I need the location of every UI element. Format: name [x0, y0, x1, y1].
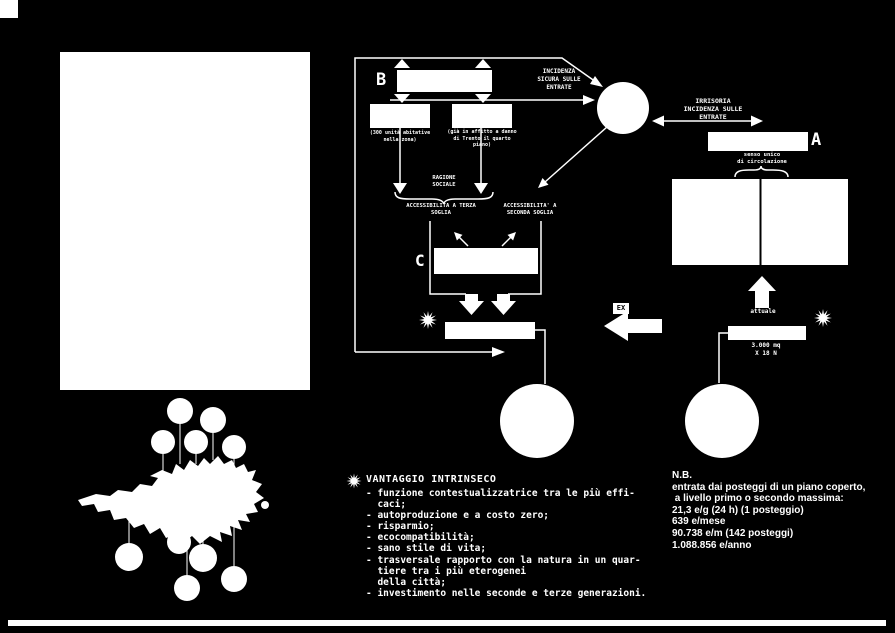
rent-box-caption: (già in affitto a danno di Trento il quarto piano): [447, 129, 517, 148]
section-label-b: B: [376, 70, 387, 90]
arrowhead-down-right-box: [474, 183, 488, 194]
vantaggio-item: tiere tra i più eterogenei: [366, 565, 527, 577]
incidenza-sicura-label: INCIDENZA SICURA SULLE ENTRATE: [537, 68, 581, 91]
irrisoria-label: IRRISORIA INCIDENZA SULLE ENTRATE: [683, 97, 743, 121]
vantaggio-list: [366, 488, 646, 599]
vantaggio-item: - funzione contestualizzatrice tra le più effi-: [366, 488, 635, 499]
vantaggio-item: - investimento nelle seconde e terze generazioni.: [366, 587, 647, 599]
b-box-up-triangle-right: [475, 59, 491, 68]
vantaggio-item: - autoproduzione e a costo zero;: [366, 510, 550, 522]
vantaggio-item: della città;: [366, 576, 447, 588]
over-brace: [735, 166, 788, 177]
vantaggio-item: - trasversale rapporto con la natura in un quar-: [366, 554, 641, 566]
city-map-balloons: [78, 398, 269, 601]
units-box-caption: (300 unità abitative nella zona): [369, 130, 431, 143]
b-box: [397, 70, 492, 92]
b-box-up-triangle-left: [394, 59, 410, 68]
c-box: [434, 248, 538, 274]
senso-unico-label: senso unico di circolazione: [737, 152, 787, 165]
nb-line: 1.088.856 e/anno: [672, 539, 752, 551]
vantaggio-item: - risparmio;: [366, 521, 435, 533]
arrowhead-into-circle-diag: [590, 76, 603, 87]
left-image-panel: [60, 52, 310, 390]
hub-circle: [597, 82, 649, 134]
nb-title: N.B.: [672, 470, 692, 481]
accessibilita-terza-label: ACCESSIBILITA A TERZA SOGLIA: [406, 203, 476, 216]
outcome-circle-left: [500, 384, 574, 458]
result-bar-right: [728, 326, 806, 340]
b-box-down-triangle-left: [394, 94, 410, 103]
block-arrow-left-ex: [604, 311, 662, 341]
nb-line: 90.738 e/m (142 posteggi): [672, 527, 794, 539]
nb-line: a livello primo o secondo massima:: [672, 493, 844, 505]
section-label-a: A: [811, 130, 822, 150]
vantaggio-item: caci;: [366, 499, 407, 511]
result-bar-left: [445, 322, 535, 339]
frame-bottom-strip: [8, 620, 886, 626]
ex-label: EX: [613, 303, 629, 314]
frame-corner-mark: [0, 0, 18, 18]
vantaggio-item: - sano stile di vita;: [366, 543, 487, 555]
block-arrow-up-attuale: [748, 276, 776, 308]
arrowhead-right-bottom: [492, 347, 505, 357]
nb-line: entrata dai posteggi di un piano coperto,: [672, 481, 866, 493]
vantaggio-title: VANTAGGIO INTRINSECO: [366, 474, 497, 485]
star-icon-right-bar: [814, 309, 832, 327]
star-icon-vantaggio: [347, 474, 362, 489]
attuale-label: attuale: [750, 308, 776, 315]
nb-note: [672, 470, 865, 551]
outcome-circle-right: [685, 384, 759, 458]
section-label-c: C: [415, 251, 425, 270]
arrowhead-into-circle-horiz: [583, 95, 595, 105]
circle-diagonal-line: [545, 127, 607, 182]
ragione-sociale-label: RAGIONE SOCIALE: [432, 175, 456, 188]
nb-line: 639 e/mese: [672, 516, 726, 528]
double-arrowhead-right: [751, 116, 763, 127]
rent-box: [452, 104, 512, 128]
nb-line: 21,3 e/g (24 h) (1 posteggio): [672, 504, 804, 516]
block-arrow-down-right: [491, 294, 516, 315]
star-icon-left-bar: [419, 311, 437, 329]
bar-to-circle-left: [535, 330, 545, 384]
a-box: [708, 132, 808, 151]
vantaggio-item: - ecocompatibilità;: [366, 532, 475, 544]
bar-value-label: 3.000 mq X 18 N: [751, 342, 781, 357]
accessibilita-seconda-label: ACCESSIBILITA' A SECONDA SOGLIA: [503, 203, 557, 216]
city-map-silhouette: [78, 456, 264, 544]
double-arrowhead-left: [652, 116, 664, 127]
b-box-down-triangle-right: [475, 94, 491, 103]
block-arrow-down-left: [459, 294, 484, 315]
bar-to-circle-right: [719, 333, 728, 383]
units-box: [370, 104, 430, 128]
